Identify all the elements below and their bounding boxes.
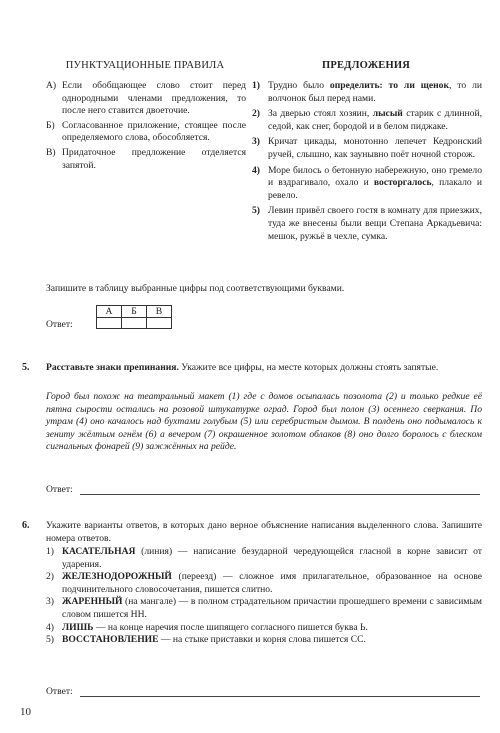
rules-list bbox=[46, 80, 246, 172]
sentence-2 bbox=[252, 108, 482, 133]
sentence-text bbox=[268, 205, 482, 243]
rule-a bbox=[46, 80, 246, 118]
page-number: 10 bbox=[20, 706, 31, 718]
task-6-option bbox=[46, 634, 482, 647]
rule-c bbox=[46, 147, 246, 172]
task-6-option bbox=[46, 622, 482, 635]
sentence-number: 5) bbox=[252, 205, 260, 217]
sentence-5 bbox=[252, 205, 482, 243]
sentence-4 bbox=[252, 165, 482, 203]
task-6-answer-line[interactable] bbox=[80, 696, 480, 697]
answer-table-header: А bbox=[97, 306, 122, 318]
rule-b bbox=[46, 120, 246, 145]
sentence-1 bbox=[252, 80, 482, 105]
option-rest: (на мангале) — в полном страдательном причастии прошедшего времени с зависимым словом пишется НН. bbox=[62, 596, 482, 620]
rule-text: Придаточное предложение отделяется запятой. bbox=[62, 146, 246, 171]
option-number: 5) bbox=[46, 634, 54, 646]
sentence-number: 3) bbox=[252, 136, 260, 148]
rule-letter: А) bbox=[46, 80, 57, 91]
sentence-highlight: восторгалось bbox=[373, 177, 432, 189]
answer-label: Ответ: bbox=[46, 319, 73, 330]
sentence-text bbox=[268, 165, 482, 203]
sentence-number: 4) bbox=[252, 164, 260, 176]
rule-letter: В) bbox=[46, 146, 56, 158]
sentence-number: 2) bbox=[252, 108, 260, 120]
task-6-options bbox=[46, 546, 482, 647]
sentence-highlight: определить: то ли щенок bbox=[329, 80, 449, 91]
task-5-text: Город был похож на театральный макет (1) где с домов осыпалась позолота (2) и только редкие её пятна сырости остались на розовой штукатурке оград. Город был полон (3) осеннего сверкания. По утрам (4) оно качалось над бухтами голубым (5) или серебристым дымом. В полдень оно подымалось к зениту жёлтым огнём (6) а вечером (7) окрашенное золотом облаков (8) оно долго боролось с блеском сигнальных фонарей (9) зажжённых на рейде. bbox=[46, 391, 482, 453]
option-word: ЖАРЕННЫЙ bbox=[62, 596, 123, 608]
task-5-number: 5. bbox=[22, 362, 30, 373]
answer-table bbox=[96, 305, 172, 329]
sentence-part: , то ли волчонок был перед нами. bbox=[268, 80, 482, 104]
task-5-title-rest: Укажите все цифры, на месте которых должны стоять запятые. bbox=[178, 362, 439, 373]
task-6-answer-label: Ответ: bbox=[46, 686, 73, 697]
option-number: 1) bbox=[46, 546, 54, 557]
sentence-text bbox=[268, 108, 482, 133]
option-rest: — на конце наречия после шипящего согласного пишется буква Ь. bbox=[93, 621, 368, 633]
task-5-title-bold: Расставьте знаки препинания. bbox=[46, 362, 179, 373]
answer-cell-a[interactable] bbox=[97, 318, 122, 329]
sentence-part: Море билось о бетонную набережную, оно гремело и вздрагивало, охало и bbox=[268, 164, 482, 189]
answer-table-header: В bbox=[147, 306, 172, 318]
sentence-number: 1) bbox=[252, 80, 260, 91]
option-number: 2) bbox=[46, 571, 54, 583]
option-rest: — на стыке приставки и корня слова пишется СС. bbox=[158, 634, 366, 646]
task-5-answer-line[interactable] bbox=[80, 494, 480, 495]
sentence-text bbox=[268, 136, 482, 161]
task-5-answer-label: Ответ: bbox=[46, 484, 73, 495]
option-text bbox=[62, 634, 482, 647]
answer-table-header: Б bbox=[122, 306, 147, 318]
task-6-intro: Укажите варианты ответов, в которых дано верное объяснение написания выделенного слова. Запишите номера ответов. bbox=[46, 520, 482, 544]
instruction-write: Запишите в таблицу выбранные цифры под соответствующими буквами. bbox=[46, 283, 345, 294]
option-text bbox=[62, 571, 482, 596]
sentences-heading: ПРЕДЛОЖЕНИЯ bbox=[321, 60, 411, 71]
option-word: ЛИШЬ bbox=[62, 621, 94, 633]
sentence-part: За дверью стоял хозяин, bbox=[268, 108, 373, 120]
rule-text: Если обобщающее слово стоит перед однородными членами предложения, то после него ставится двоеточие. bbox=[62, 80, 246, 117]
option-word: ВОССТАНОВЛЕНИЕ bbox=[62, 634, 159, 646]
sentence-part: Кричат цикады, монотонно лепечет Кедронский ручей, слышно, как заунывно поёт ночной сторож. bbox=[268, 136, 482, 160]
task-6-option bbox=[46, 571, 482, 596]
sentences-list bbox=[252, 80, 482, 243]
option-word: КАСАТЕЛЬНАЯ bbox=[62, 546, 136, 557]
option-rest: (линия) — написание безударной чередующейся гласной в корне зависит от ударения. bbox=[62, 546, 482, 570]
sentence-part: старик с длинной, седой, как снег, бородой и в белом пиджаке. bbox=[268, 108, 482, 132]
task-6-option bbox=[46, 546, 482, 571]
sentence-highlight: лысый bbox=[372, 108, 403, 120]
option-number: 4) bbox=[46, 621, 54, 633]
sentence-part: Трудно было bbox=[268, 80, 330, 91]
option-word: ЖЕЛЕЗНОДОРОЖНЫЙ bbox=[62, 571, 172, 583]
answer-cell-b[interactable] bbox=[122, 318, 147, 329]
rules-heading: ПУНКТУАЦИОННЫЕ ПРАВИЛА bbox=[65, 60, 225, 71]
option-text bbox=[62, 546, 482, 571]
option-text bbox=[62, 596, 482, 621]
option-number: 3) bbox=[46, 596, 54, 608]
rule-letter: Б) bbox=[46, 119, 55, 131]
answer-cell-c[interactable] bbox=[147, 318, 172, 329]
sentence-part: , плакало и ревело. bbox=[268, 177, 482, 201]
task-6-option bbox=[46, 596, 482, 621]
sentence-part: Левин привёл своего гостя в комнату для приезжих, туда же внесены были вещи Степана Аркадьевича: мешок, ружьё в чехле, сумка. bbox=[268, 205, 482, 242]
task-5-title bbox=[46, 362, 482, 375]
option-text bbox=[62, 622, 482, 635]
rule-text: Согласованное приложение, стоящее после определяемого слова, обособляется. bbox=[62, 119, 246, 144]
task-6-number: 6. bbox=[22, 520, 30, 531]
option-rest: (переезд) — сложное имя прилагательное, образованное на основе подчинительного словосочетания, пишется слитно. bbox=[62, 571, 482, 595]
sentence-3 bbox=[252, 136, 482, 161]
sentence-text bbox=[268, 80, 482, 105]
